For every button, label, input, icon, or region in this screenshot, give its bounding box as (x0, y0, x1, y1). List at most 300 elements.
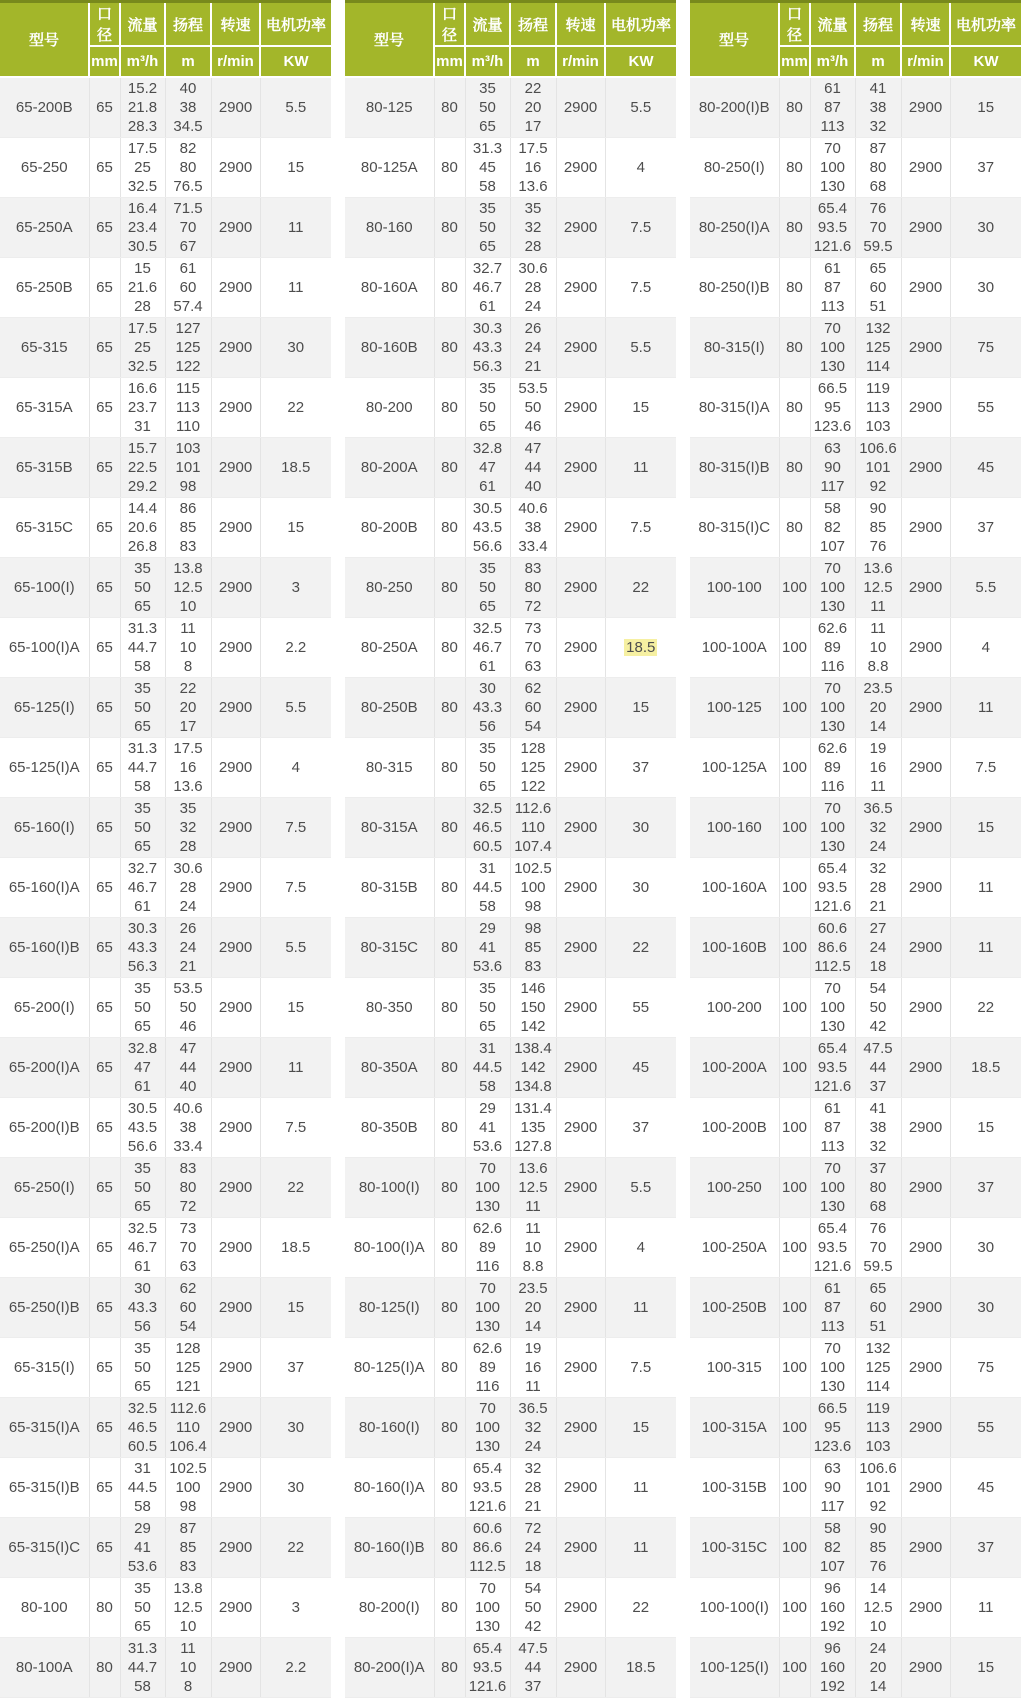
head-cell: 17.5 16 13.6 (510, 138, 556, 198)
spec-row (690, 678, 1021, 738)
highlighted-value: 18.5 (626, 639, 656, 656)
model-cell: 80-200 (345, 378, 434, 438)
speed-cell: 2900 (556, 1578, 605, 1638)
bore-cell: 65 (89, 1338, 120, 1398)
spec-row (345, 858, 676, 918)
bore-cell: 80 (779, 498, 810, 558)
power-cell: 18.5 (950, 1038, 1021, 1098)
header-head: 扬程 (855, 2, 901, 47)
speed-cell: 2900 (901, 438, 950, 498)
speed-cell: 2900 (901, 378, 950, 438)
power-cell: 15 (950, 798, 1021, 858)
power-cell: 22 (605, 1578, 676, 1638)
power-cell: 15 (260, 138, 331, 198)
bore-cell: 80 (434, 318, 465, 378)
bore-cell: 80 (434, 198, 465, 258)
head-cell: 40.6 38 33.4 (165, 1098, 211, 1158)
speed-cell: 2900 (556, 258, 605, 318)
spec-row (345, 798, 676, 858)
model-cell: 65-125(I) (0, 678, 89, 738)
header-bore-unit: mm (779, 46, 810, 77)
flow-cell: 15 21.6 28 (120, 258, 165, 318)
head-cell: 127 125 122 (165, 318, 211, 378)
bore-cell: 100 (779, 1578, 810, 1638)
flow-cell: 30.3 43.3 56.3 (120, 918, 165, 978)
bore-cell: 65 (89, 618, 120, 678)
power-cell: 11 (260, 198, 331, 258)
power-cell: 30 (260, 318, 331, 378)
head-cell: 54 50 42 (510, 1578, 556, 1638)
header-head-unit: m (165, 46, 211, 77)
spec-row (0, 1338, 331, 1398)
flow-cell: 65.4 93.5 121.6 (810, 858, 855, 918)
power-cell: 15 (950, 77, 1021, 138)
header-bore: 口径 (89, 2, 120, 47)
speed-cell: 2900 (556, 77, 605, 138)
flow-cell: 35 50 65 (120, 1578, 165, 1638)
bore-cell: 80 (434, 558, 465, 618)
power-cell: 37 (950, 1518, 1021, 1578)
spec-row (345, 1098, 676, 1158)
speed-cell: 2900 (556, 1218, 605, 1278)
spec-row (345, 1038, 676, 1098)
speed-cell: 2900 (211, 1098, 260, 1158)
spec-row (690, 1158, 1021, 1218)
speed-cell: 2900 (211, 1338, 260, 1398)
bore-cell: 80 (434, 1638, 465, 1698)
power-cell: 22 (260, 1518, 331, 1578)
power-cell: 37 (950, 498, 1021, 558)
header-model: 型号 (690, 2, 779, 78)
flow-cell: 31.3 44.7 58 (120, 738, 165, 798)
spec-row (690, 1338, 1021, 1398)
head-cell: 76 70 59.5 (855, 198, 901, 258)
speed-cell: 2900 (901, 77, 950, 138)
flow-cell: 96 160 192 (810, 1578, 855, 1638)
speed-cell: 2900 (901, 1278, 950, 1338)
head-cell: 119 113 103 (855, 1398, 901, 1458)
speed-cell: 2900 (901, 1398, 950, 1458)
flow-cell: 65.4 93.5 121.6 (465, 1638, 510, 1698)
flow-cell: 30.5 43.5 56.6 (465, 498, 510, 558)
model-cell: 65-250 (0, 138, 89, 198)
spec-row (690, 318, 1021, 378)
spec-row (690, 978, 1021, 1038)
flow-cell: 30 43.3 56 (120, 1278, 165, 1338)
speed-cell: 2900 (556, 678, 605, 738)
power-cell (605, 618, 676, 678)
flow-cell: 29 41 53.6 (120, 1518, 165, 1578)
head-cell: 131.4 135 127.8 (510, 1098, 556, 1158)
head-cell: 17.5 16 13.6 (165, 738, 211, 798)
bore-cell: 100 (779, 978, 810, 1038)
head-cell: 27 24 18 (855, 918, 901, 978)
flow-cell: 31.3 45 58 (465, 138, 510, 198)
head-cell: 40 38 34.5 (165, 77, 211, 138)
model-cell: 65-200B (0, 77, 89, 138)
model-cell: 65-160(I)B (0, 918, 89, 978)
head-cell: 132 125 114 (855, 318, 901, 378)
speed-cell: 2900 (556, 798, 605, 858)
power-cell: 5.5 (605, 77, 676, 138)
model-cell: 80-350A (345, 1038, 434, 1098)
flow-cell: 61 87 113 (810, 77, 855, 138)
flow-cell: 35 50 65 (120, 678, 165, 738)
spec-row (345, 318, 676, 378)
header-flow: 流量 (810, 2, 855, 47)
bore-cell: 80 (434, 1098, 465, 1158)
model-cell: 65-100(I)A (0, 618, 89, 678)
flow-cell: 31 44.5 58 (465, 858, 510, 918)
bore-cell: 65 (89, 318, 120, 378)
header-power-unit: KW (950, 46, 1021, 77)
flow-cell: 30.3 43.3 56.3 (465, 318, 510, 378)
speed-cell: 2900 (211, 1398, 260, 1458)
spec-row (345, 1278, 676, 1338)
head-cell: 53.5 50 46 (165, 978, 211, 1038)
flow-cell: 32.5 46.7 61 (465, 618, 510, 678)
model-cell: 65-315A (0, 378, 89, 438)
speed-cell: 2900 (211, 1518, 260, 1578)
model-cell: 65-250(I) (0, 1158, 89, 1218)
model-cell: 100-315A (690, 1398, 779, 1458)
head-cell: 62 60 54 (510, 678, 556, 738)
power-cell: 30 (605, 858, 676, 918)
speed-cell: 2900 (901, 1038, 950, 1098)
spec-row (0, 858, 331, 918)
header-model: 型号 (345, 2, 434, 78)
power-cell: 7.5 (260, 798, 331, 858)
bore-cell: 80 (434, 798, 465, 858)
spec-row (0, 618, 331, 678)
spec-row (345, 678, 676, 738)
table-header (345, 2, 676, 78)
power-cell: 11 (950, 858, 1021, 918)
head-cell: 23.5 20 14 (510, 1278, 556, 1338)
flow-cell: 32.7 46.7 61 (120, 858, 165, 918)
flow-cell: 35 50 65 (465, 378, 510, 438)
bore-cell: 80 (434, 1278, 465, 1338)
spec-row (690, 378, 1021, 438)
model-cell: 100-315 (690, 1338, 779, 1398)
model-cell: 65-250(I)A (0, 1218, 89, 1278)
head-cell: 36.5 32 24 (855, 798, 901, 858)
head-cell: 87 85 83 (165, 1518, 211, 1578)
flow-cell: 15.7 22.5 29.2 (120, 438, 165, 498)
speed-cell: 2900 (556, 498, 605, 558)
bore-cell: 80 (779, 198, 810, 258)
power-cell: 11 (605, 1458, 676, 1518)
bore-cell: 80 (434, 918, 465, 978)
head-cell: 103 101 98 (165, 438, 211, 498)
spec-row (0, 1398, 331, 1458)
speed-cell: 2900 (901, 198, 950, 258)
bore-cell: 80 (89, 1578, 120, 1638)
header-head-unit: m (855, 46, 901, 77)
flow-cell: 70 100 130 (810, 138, 855, 198)
speed-cell: 2900 (211, 438, 260, 498)
bore-cell: 100 (779, 1458, 810, 1518)
model-cell: 80-100(I) (345, 1158, 434, 1218)
model-cell: 80-315B (345, 858, 434, 918)
flow-cell: 70 100 130 (465, 1578, 510, 1638)
flow-cell: 17.5 25 32.5 (120, 318, 165, 378)
header-power: 电机功率 (950, 2, 1021, 47)
bore-cell: 100 (779, 798, 810, 858)
header-speed-unit: r/min (211, 46, 260, 77)
bore-cell: 100 (779, 1638, 810, 1698)
flow-cell: 35 50 65 (465, 558, 510, 618)
spec-row (345, 77, 676, 138)
spec-row (690, 918, 1021, 978)
power-cell: 3 (260, 558, 331, 618)
speed-cell: 2900 (211, 798, 260, 858)
power-cell: 5.5 (260, 918, 331, 978)
flow-cell: 29 41 53.6 (465, 918, 510, 978)
speed-cell: 2900 (556, 378, 605, 438)
power-cell: 2.2 (260, 1638, 331, 1698)
spec-row (345, 1578, 676, 1638)
head-cell: 53.5 50 46 (510, 378, 556, 438)
spec-row (345, 1638, 676, 1698)
spec-row (0, 1098, 331, 1158)
bore-cell: 65 (89, 498, 120, 558)
spec-row (345, 258, 676, 318)
head-cell: 26 24 21 (165, 918, 211, 978)
header-flow: 流量 (465, 2, 510, 47)
model-cell: 80-160(I)A (345, 1458, 434, 1518)
spec-row (690, 1278, 1021, 1338)
spec-row (690, 1038, 1021, 1098)
bore-cell: 80 (434, 1038, 465, 1098)
model-cell: 80-315A (345, 798, 434, 858)
head-cell: 132 125 114 (855, 1338, 901, 1398)
model-cell: 100-200A (690, 1038, 779, 1098)
spec-row (345, 558, 676, 618)
head-cell: 112.6 110 106.4 (165, 1398, 211, 1458)
head-cell: 146 150 142 (510, 978, 556, 1038)
spec-row (0, 77, 331, 138)
bore-cell: 80 (434, 1458, 465, 1518)
flow-cell: 96 160 192 (810, 1638, 855, 1698)
model-cell: 80-160(I) (345, 1398, 434, 1458)
head-cell: 11 10 8 (165, 618, 211, 678)
bore-cell: 100 (779, 858, 810, 918)
model-cell: 80-350 (345, 978, 434, 1038)
model-cell: 80-125(I)A (345, 1338, 434, 1398)
power-cell: 75 (950, 318, 1021, 378)
head-cell: 47 44 40 (510, 438, 556, 498)
spec-row (0, 258, 331, 318)
flow-cell: 70 100 130 (465, 1158, 510, 1218)
spec-row (690, 858, 1021, 918)
speed-cell: 2900 (556, 1278, 605, 1338)
header-power-unit: KW (260, 46, 331, 77)
flow-cell: 35 50 65 (120, 798, 165, 858)
speed-cell: 2900 (901, 138, 950, 198)
flow-cell: 31.3 44.7 58 (120, 618, 165, 678)
head-cell: 41 38 32 (855, 77, 901, 138)
head-cell: 30.6 28 24 (510, 258, 556, 318)
power-cell: 15 (950, 1638, 1021, 1698)
power-cell: 30 (260, 1398, 331, 1458)
head-cell: 23.5 20 14 (855, 678, 901, 738)
power-cell: 45 (950, 1458, 1021, 1518)
model-cell: 80-160(I)B (345, 1518, 434, 1578)
head-cell: 22 20 17 (165, 678, 211, 738)
head-cell: 62 60 54 (165, 1278, 211, 1338)
speed-cell: 2900 (211, 558, 260, 618)
speed-cell: 2900 (901, 918, 950, 978)
model-cell: 80-200B (345, 498, 434, 558)
power-cell: 30 (260, 1458, 331, 1518)
model-cell: 80-100A (0, 1638, 89, 1698)
speed-cell: 2900 (901, 1338, 950, 1398)
speed-cell: 2900 (901, 1518, 950, 1578)
bore-cell: 65 (89, 918, 120, 978)
flow-cell: 35 50 65 (465, 978, 510, 1038)
model-cell: 80-125A (345, 138, 434, 198)
spec-row (345, 918, 676, 978)
speed-cell: 2900 (556, 978, 605, 1038)
power-cell: 11 (950, 678, 1021, 738)
head-cell: 102.5 100 98 (165, 1458, 211, 1518)
bore-cell: 65 (89, 1158, 120, 1218)
head-cell: 82 80 76.5 (165, 138, 211, 198)
header-power: 电机功率 (260, 2, 331, 47)
bore-cell: 80 (434, 1578, 465, 1638)
speed-cell: 2900 (211, 1578, 260, 1638)
bore-cell: 100 (779, 738, 810, 798)
flow-cell: 35 50 65 (120, 978, 165, 1038)
flow-cell: 70 100 130 (810, 678, 855, 738)
bore-cell: 100 (779, 1218, 810, 1278)
model-cell: 65-200(I)A (0, 1038, 89, 1098)
power-cell: 75 (950, 1338, 1021, 1398)
power-cell: 15 (260, 498, 331, 558)
model-cell: 80-250 (345, 558, 434, 618)
speed-cell: 2900 (211, 918, 260, 978)
spec-row (345, 1518, 676, 1578)
bore-cell: 80 (434, 858, 465, 918)
flow-cell: 32.8 47 61 (120, 1038, 165, 1098)
flow-cell: 62.6 89 116 (465, 1218, 510, 1278)
model-cell: 100-100 (690, 558, 779, 618)
head-cell: 76 70 59.5 (855, 1218, 901, 1278)
power-cell: 45 (605, 1038, 676, 1098)
flow-cell: 65.4 93.5 121.6 (810, 1218, 855, 1278)
model-cell: 80-350B (345, 1098, 434, 1158)
speed-cell: 2900 (556, 438, 605, 498)
head-cell: 22 20 17 (510, 77, 556, 138)
flow-cell: 58 82 107 (810, 498, 855, 558)
speed-cell: 2900 (211, 618, 260, 678)
model-cell: 65-315 (0, 318, 89, 378)
spec-row (0, 678, 331, 738)
head-cell: 24 20 14 (855, 1638, 901, 1698)
bore-cell: 65 (89, 438, 120, 498)
spec-row (690, 498, 1021, 558)
model-cell: 65-125(I)A (0, 738, 89, 798)
header-bore: 口径 (434, 2, 465, 47)
power-cell: 18.5 (605, 1638, 676, 1698)
power-cell: 11 (950, 918, 1021, 978)
flow-cell: 65.4 93.5 121.6 (810, 198, 855, 258)
head-cell: 72 24 18 (510, 1518, 556, 1578)
flow-cell: 62.6 89 116 (810, 738, 855, 798)
speed-cell: 2900 (901, 858, 950, 918)
bore-cell: 65 (89, 678, 120, 738)
bore-cell: 80 (434, 978, 465, 1038)
speed-cell: 2900 (556, 1638, 605, 1698)
bore-cell: 80 (434, 678, 465, 738)
flow-cell: 60.6 86.6 112.5 (810, 918, 855, 978)
power-cell: 11 (950, 1578, 1021, 1638)
speed-cell: 2900 (901, 1158, 950, 1218)
flow-cell: 29 41 53.6 (465, 1098, 510, 1158)
spec-row (345, 378, 676, 438)
spec-row (690, 438, 1021, 498)
spec-row (345, 198, 676, 258)
model-cell: 80-100(I)A (345, 1218, 434, 1278)
flow-cell: 31.3 44.7 58 (120, 1638, 165, 1698)
head-cell: 26 24 21 (510, 318, 556, 378)
head-cell: 98 85 83 (510, 918, 556, 978)
power-cell: 55 (605, 978, 676, 1038)
header-flow-unit: m³/h (120, 46, 165, 77)
power-cell: 7.5 (605, 198, 676, 258)
spec-row (0, 1158, 331, 1218)
spec-row (690, 798, 1021, 858)
spec-row (345, 978, 676, 1038)
power-cell: 30 (605, 798, 676, 858)
spec-row (0, 558, 331, 618)
head-cell: 13.6 12.5 11 (855, 558, 901, 618)
power-cell: 37 (605, 1098, 676, 1158)
bore-cell: 80 (779, 318, 810, 378)
head-cell: 13.8 12.5 10 (165, 1578, 211, 1638)
spec-row (345, 618, 676, 678)
header-model: 型号 (0, 2, 89, 78)
head-cell: 35 32 28 (510, 198, 556, 258)
speed-cell: 2900 (211, 258, 260, 318)
power-cell: 30 (950, 198, 1021, 258)
power-cell: 22 (605, 558, 676, 618)
power-cell: 30 (950, 1218, 1021, 1278)
flow-cell: 70 100 130 (465, 1398, 510, 1458)
spec-row (690, 1098, 1021, 1158)
model-cell: 100-250A (690, 1218, 779, 1278)
spec-row (690, 258, 1021, 318)
power-cell: 30 (950, 258, 1021, 318)
head-cell: 14 12.5 10 (855, 1578, 901, 1638)
flow-cell: 32.5 46.5 60.5 (465, 798, 510, 858)
flow-cell: 61 87 113 (810, 1098, 855, 1158)
speed-cell: 2900 (556, 138, 605, 198)
model-cell: 80-250(I)B (690, 258, 779, 318)
bore-cell: 65 (89, 1398, 120, 1458)
bore-cell: 80 (434, 1158, 465, 1218)
head-cell: 11 10 8 (165, 1638, 211, 1698)
header-flow-unit: m³/h (465, 46, 510, 77)
flow-cell: 65.4 93.5 121.6 (465, 1458, 510, 1518)
power-cell: 55 (950, 1398, 1021, 1458)
power-cell: 11 (260, 1038, 331, 1098)
model-cell: 80-315(I)A (690, 378, 779, 438)
model-cell: 65-250B (0, 258, 89, 318)
bore-cell: 80 (779, 258, 810, 318)
speed-cell: 2900 (211, 77, 260, 138)
